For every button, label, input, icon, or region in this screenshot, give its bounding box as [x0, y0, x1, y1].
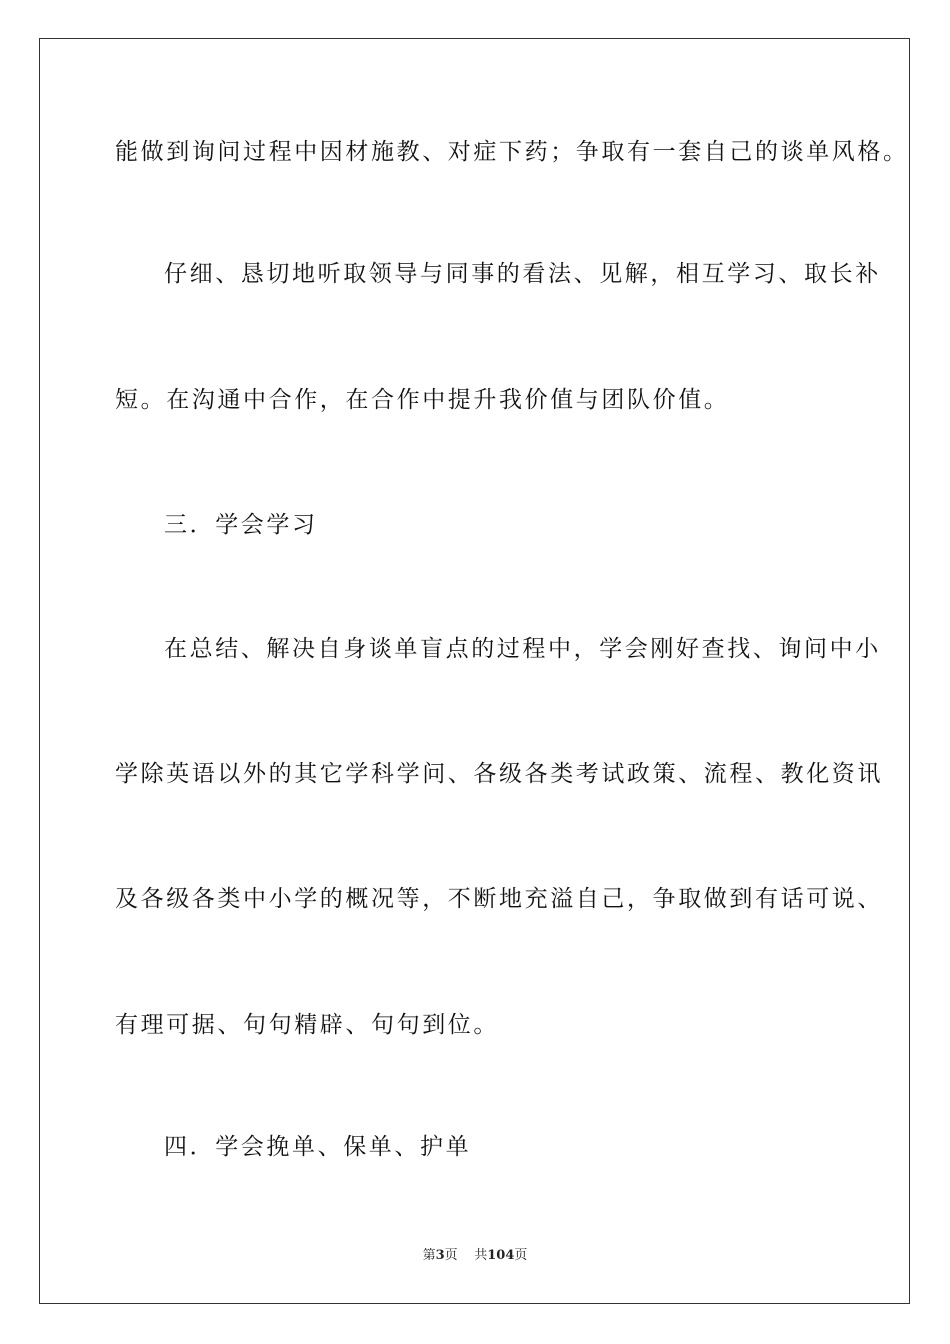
footer-total-suffix: 页: [514, 1248, 528, 1263]
section-heading-3: 三．学会学习: [164, 512, 318, 538]
footer-total-number: 104: [487, 1248, 515, 1263]
footer-page-prefix: 第: [422, 1248, 436, 1263]
page-border: [39, 38, 910, 1304]
paragraph-line-1: 能做到询问过程中因材施教、对症下药；争取有一套自己的谈单风格。: [115, 139, 909, 165]
footer-total-prefix: 共: [474, 1248, 488, 1263]
section-heading-4: 四．学会挽单、保单、护单: [164, 1134, 472, 1160]
paragraph-line-2: 仔细、恳切地听取领导与同事的看法、见解，相互学习、取长补: [164, 261, 881, 287]
paragraph-line-5: 在总结、解决自身谈单盲点的过程中，学会刚好查找、询问中小: [164, 636, 881, 662]
paragraph-line-7: 及各级各类中小学的概况等，不断地充溢自己，争取做到有话可说、: [115, 886, 883, 912]
footer-page-number: 3: [435, 1248, 445, 1263]
footer-page-suffix: 页: [444, 1248, 458, 1263]
paragraph-line-6: 学除英语以外的其它学科学问、各级各类考试政策、流程、教化资讯: [115, 761, 883, 787]
paragraph-line-8: 有理可据、句句精辟、句句到位。: [115, 1012, 499, 1038]
paragraph-line-3: 短。在沟通中合作，在合作中提升我价值与团队价值。: [115, 387, 730, 413]
page-footer: [0, 1246, 950, 1266]
